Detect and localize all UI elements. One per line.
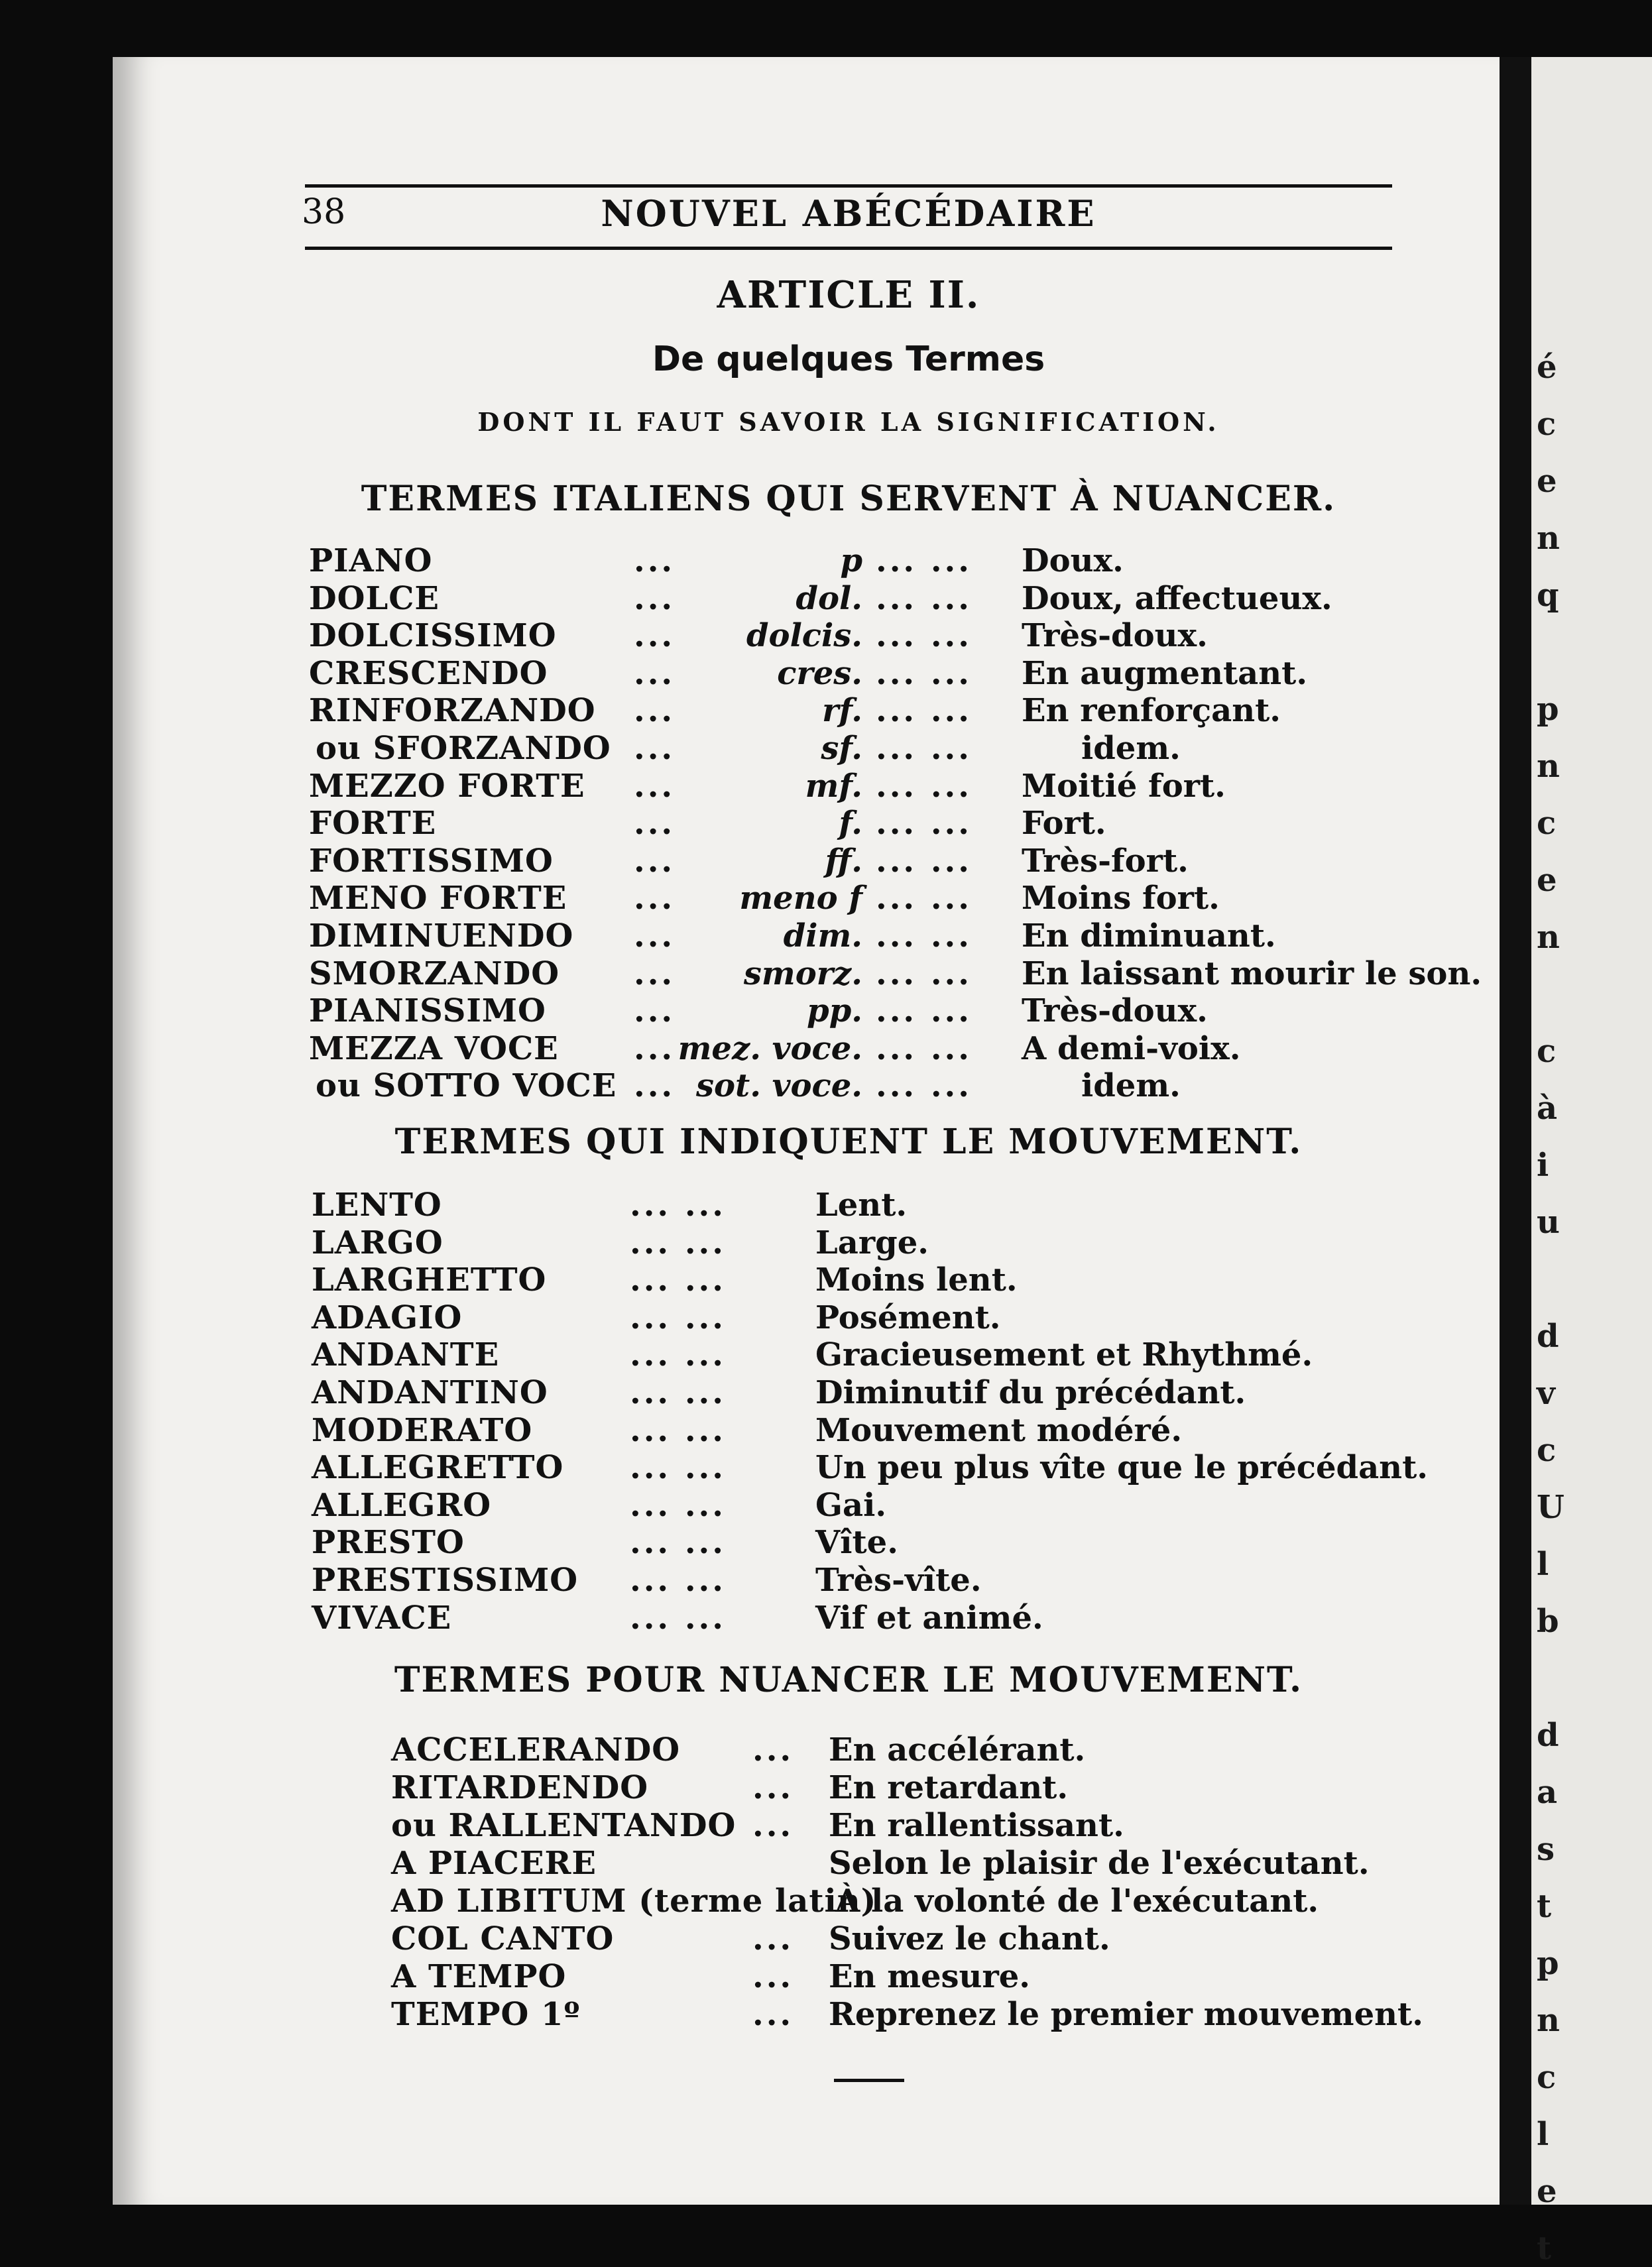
- leader-dots: ... ...: [630, 1261, 726, 1299]
- meaning-cell: idem.: [1081, 729, 1181, 767]
- facing-page-letter: u: [1537, 1204, 1560, 1241]
- term-cell: ALLEGRETTO: [312, 1449, 564, 1487]
- term-cell: DOLCISSIMO: [309, 617, 557, 655]
- table-row: [312, 1336, 1439, 1374]
- term-cell: A TEMPO: [391, 1958, 567, 1995]
- facing-page-letter: i: [1537, 1147, 1549, 1184]
- facing-page-letter: p: [1537, 1945, 1559, 1982]
- term-cell: LARGHETTO: [312, 1261, 547, 1299]
- leader-dots: ... ...: [630, 1486, 726, 1524]
- abbreviation-cell: p: [840, 542, 862, 579]
- meaning-cell: En laissant mourir le son.: [1022, 955, 1482, 992]
- term-cell: DIMINUENDO: [309, 917, 574, 955]
- table-row: [391, 1958, 1386, 1996]
- facing-page-letter: n: [1537, 520, 1560, 557]
- table-row: [391, 1807, 1386, 1845]
- table-row: [309, 955, 1482, 993]
- page-number: 38: [302, 192, 346, 232]
- meaning-cell: Très-doux.: [1022, 992, 1208, 1030]
- page-edge-shadow: [1500, 57, 1531, 2205]
- facing-page-letter: l: [1537, 2116, 1549, 2153]
- table-row: [309, 768, 1436, 805]
- term-cell: ADAGIO: [312, 1299, 463, 1336]
- term-cell: ANDANTE: [312, 1336, 500, 1374]
- leader-dots: ...: [634, 579, 676, 617]
- table-row: [309, 580, 1436, 618]
- abbreviation-cell: meno f: [739, 880, 862, 917]
- abbreviation-cell: mez. voce.: [678, 1029, 862, 1067]
- abbreviation-cell: dolcis.: [746, 617, 862, 655]
- facing-page-letter: d: [1537, 1717, 1559, 1754]
- meaning-cell: Vîte.: [815, 1524, 898, 1562]
- header-rule-bottom: [305, 247, 1392, 250]
- leader-dots: ... ...: [630, 1187, 726, 1224]
- meaning-cell: Reprenez le premier mouvement.: [829, 1996, 1423, 2033]
- table-row: [309, 692, 1436, 730]
- term-cell: FORTISSIMO: [309, 842, 554, 880]
- facing-page-letter: c: [1537, 406, 1557, 443]
- table-row: [309, 655, 1436, 693]
- table-row: [312, 1187, 1439, 1224]
- term-cell: ou SFORZANDO: [316, 729, 611, 767]
- facing-page-letter: c: [1537, 1432, 1557, 1469]
- table-row: [309, 805, 1436, 843]
- term-cell: LENTO: [312, 1187, 442, 1224]
- facing-page-letter: q: [1537, 577, 1559, 614]
- meaning-cell: Moitié fort.: [1022, 767, 1226, 805]
- leader-dots: ... ...: [876, 1029, 972, 1067]
- term-cell: CRESCENDO: [309, 654, 548, 692]
- meaning-cell: Fort.: [1022, 805, 1106, 843]
- meaning-cell: Vif et animé.: [815, 1599, 1043, 1637]
- table-row: [391, 1731, 1386, 1769]
- table-row: [391, 1996, 1423, 2034]
- facing-page-letter: n: [1537, 748, 1560, 785]
- meaning-cell: En retardant.: [829, 1769, 1069, 1806]
- meaning-cell: Selon le plaisir de l'exécutant.: [829, 1845, 1370, 1882]
- term-cell: MODERATO: [312, 1411, 533, 1449]
- facing-page-letter: t: [1537, 2230, 1552, 2267]
- leader-dots: ...: [634, 842, 676, 880]
- abbreviation-cell: ff.: [825, 842, 862, 880]
- table-row: [309, 843, 1436, 880]
- leader-dots: ...: [634, 1067, 676, 1105]
- term-cell: AD LIBITUM (terme latin): [391, 1883, 877, 1920]
- leader-dots: ... ...: [876, 955, 972, 992]
- meaning-cell: Large.: [815, 1224, 929, 1261]
- leader-dots: ... ...: [876, 767, 972, 805]
- table-row: [312, 1299, 1439, 1337]
- meaning-cell: Très-vîte.: [815, 1561, 982, 1599]
- facing-page-letter: é: [1537, 349, 1557, 386]
- leader-dots: ... ...: [876, 654, 972, 692]
- meaning-cell: En rallentissant.: [829, 1807, 1124, 1844]
- facing-page-letter: e: [1537, 463, 1557, 500]
- leader-dots: ...: [634, 654, 676, 692]
- facing-page-letter: c: [1537, 1033, 1557, 1070]
- meaning-cell: idem.: [1081, 1067, 1181, 1105]
- table-row: [312, 1599, 1439, 1637]
- header-rule-top: [305, 184, 1392, 188]
- facing-page-letter: à: [1537, 1090, 1558, 1127]
- meaning-cell: En mesure.: [829, 1958, 1030, 1995]
- abbreviation-cell: dol.: [796, 579, 862, 617]
- facing-page-letter: t: [1537, 1888, 1552, 1925]
- term-cell: SMORZANDO: [309, 955, 560, 992]
- term-cell: MEZZA VOCE: [309, 1029, 559, 1067]
- table-row: [312, 1487, 1439, 1525]
- section-heading-nuancer-mouvement: TERMES POUR NUANCER LE MOUVEMENT.: [394, 1660, 1303, 1700]
- section-heading-nuancer: TERMES ITALIENS QUI SERVENT À NUANCER.: [361, 479, 1336, 519]
- leader-dots: ...: [752, 1807, 794, 1844]
- meaning-cell: Moins fort.: [1022, 880, 1220, 917]
- table-row: [309, 880, 1436, 917]
- table-row: [309, 917, 1436, 955]
- abbreviation-cell: mf.: [805, 767, 862, 805]
- term-cell: RITARDENDO: [391, 1769, 649, 1806]
- leader-dots: ... ...: [630, 1299, 726, 1336]
- leader-dots: ...: [752, 1958, 794, 1995]
- term-cell: ACCELERANDO: [391, 1731, 681, 1769]
- leader-dots: ... ...: [876, 917, 972, 955]
- table-row: [391, 1920, 1386, 1958]
- meaning-cell: Gai.: [815, 1486, 887, 1524]
- term-cell: PIANISSIMO: [309, 992, 546, 1030]
- leader-dots: ... ...: [876, 617, 972, 655]
- table-row: [391, 1769, 1386, 1807]
- leader-dots: ... ...: [630, 1599, 726, 1637]
- facing-page-letter: d: [1537, 1318, 1559, 1355]
- abbreviation-cell: pp.: [807, 992, 862, 1030]
- meaning-cell: Lent.: [815, 1187, 908, 1224]
- abbreviation-cell: f.: [839, 805, 862, 843]
- leader-dots: ...: [634, 767, 676, 805]
- running-head: NOUVEL ABÉCÉDAIRE: [601, 192, 1096, 235]
- leader-dots: ... ...: [876, 579, 972, 617]
- term-cell: ou RALLENTANDO: [391, 1807, 737, 1844]
- terms-table-nuancer: [309, 542, 1482, 1105]
- leader-dots: ... ...: [630, 1561, 726, 1599]
- abbreviation-cell: smorz.: [743, 955, 862, 992]
- abbreviation-cell: sot. voce.: [695, 1067, 862, 1105]
- leader-dots: ... ...: [630, 1373, 726, 1411]
- leader-dots: ...: [634, 917, 676, 955]
- leader-dots: ... ...: [876, 805, 972, 843]
- term-cell: LARGO: [312, 1224, 443, 1261]
- abbreviation-cell: sf.: [821, 729, 862, 767]
- meaning-cell: À la volonté de l'exécutant.: [835, 1883, 1319, 1920]
- leader-dots: ...: [752, 1996, 794, 2033]
- leader-dots: ...: [634, 955, 676, 992]
- term-cell: ANDANTINO: [312, 1373, 548, 1411]
- facing-page-letter: n: [1537, 2002, 1560, 2039]
- meaning-cell: Diminutif du précédant.: [815, 1373, 1246, 1411]
- leader-dots: ...: [634, 692, 676, 730]
- meaning-cell: Posément.: [815, 1299, 1001, 1336]
- table-row: [309, 1067, 1436, 1105]
- term-cell: PRESTISSIMO: [312, 1561, 579, 1599]
- leader-dots: ... ...: [876, 880, 972, 917]
- facing-page-letter: U: [1537, 1489, 1564, 1526]
- facing-page-letter: s: [1537, 1831, 1555, 1868]
- term-cell: COL CANTO: [391, 1920, 615, 1957]
- leader-dots: ...: [634, 1029, 676, 1067]
- table-row: [312, 1562, 1439, 1599]
- table-row: [309, 542, 1436, 580]
- meaning-cell: Gracieusement et Rhythmé.: [815, 1336, 1313, 1374]
- meaning-cell: Doux, affectueux.: [1022, 579, 1332, 617]
- meaning-cell: A demi-voix.: [1022, 1029, 1241, 1067]
- meaning-cell: Suivez le chant.: [829, 1920, 1110, 1957]
- table-row: [312, 1224, 1439, 1262]
- table-row: [391, 1883, 1386, 1920]
- table-row: [309, 617, 1436, 655]
- table-row: [312, 1524, 1439, 1562]
- term-cell: RINFORZANDO: [309, 692, 596, 730]
- meaning-cell: En augmentant.: [1022, 654, 1308, 692]
- facing-page-letter: n: [1537, 919, 1560, 956]
- leader-dots: ...: [752, 1769, 794, 1806]
- terms-table-nuancer-mouvement: [391, 1731, 1423, 2034]
- meaning-cell: En accélérant.: [829, 1731, 1086, 1769]
- meaning-cell: Moins lent.: [815, 1261, 1018, 1299]
- table-row: [391, 1845, 1386, 1883]
- meaning-cell: Doux.: [1022, 542, 1124, 579]
- facing-page-letter: v: [1537, 1375, 1555, 1412]
- leader-dots: ... ...: [630, 1224, 726, 1261]
- facing-page-letter: b: [1537, 1603, 1559, 1640]
- facing-page-letter: c: [1537, 2059, 1557, 2096]
- leader-dots: ... ...: [876, 729, 972, 767]
- facing-page-letter: l: [1537, 1546, 1549, 1583]
- leader-dots: ... ...: [876, 842, 972, 880]
- leader-dots: ... ...: [630, 1336, 726, 1374]
- abbreviation-cell: cres.: [777, 654, 862, 692]
- table-row: [309, 1030, 1436, 1068]
- term-cell: PIANO: [309, 542, 433, 579]
- facing-page-fragment: [1531, 57, 1652, 2267]
- term-cell: ou SOTTO VOCE: [316, 1067, 617, 1105]
- leader-dots: ... ...: [876, 692, 972, 730]
- leader-dots: ... ...: [630, 1411, 726, 1449]
- term-cell: PRESTO: [312, 1524, 465, 1562]
- term-cell: A PIACERE: [391, 1845, 597, 1882]
- abbreviation-cell: dim.: [783, 917, 862, 955]
- leader-dots: ...: [634, 992, 676, 1030]
- subtitle: De quelques Termes: [652, 339, 1045, 379]
- meaning-cell: Mouvement modéré.: [815, 1411, 1183, 1449]
- meaning-cell: En diminuant.: [1022, 917, 1276, 955]
- meaning-cell: Très-fort.: [1022, 842, 1189, 880]
- leader-dots: ... ...: [876, 1067, 972, 1105]
- term-cell: MEZZO FORTE: [309, 767, 585, 805]
- term-cell: ALLEGRO: [312, 1486, 492, 1524]
- table-row: [309, 730, 1436, 768]
- leader-dots: ...: [634, 617, 676, 655]
- facing-page-letter: e: [1537, 2173, 1557, 2210]
- table-row: [312, 1374, 1439, 1412]
- leader-dots: ... ...: [630, 1524, 726, 1562]
- leader-dots: ...: [752, 1920, 794, 1957]
- facing-page-letter: a: [1537, 1774, 1558, 1811]
- table-row: [312, 1449, 1439, 1487]
- table-row: [312, 1412, 1439, 1450]
- article-title: ARTICLE II.: [717, 273, 980, 317]
- abbreviation-cell: rf.: [822, 692, 862, 730]
- term-cell: VIVACE: [312, 1599, 452, 1637]
- leader-dots: ...: [634, 542, 676, 579]
- meaning-cell: Très-doux.: [1022, 617, 1208, 655]
- leader-dots: ... ...: [630, 1449, 726, 1487]
- section-heading-mouvement: TERMES QUI INDIQUENT LE MOUVEMENT.: [394, 1122, 1303, 1162]
- leader-dots: ... ...: [876, 542, 972, 579]
- table-row: [309, 992, 1436, 1030]
- facing-page-letter: e: [1537, 862, 1557, 899]
- term-cell: MENO FORTE: [309, 880, 567, 917]
- leader-dots: ... ...: [876, 992, 972, 1030]
- subsubtitle: DONT IL FAUT SAVOIR LA SIGNIFICATION.: [477, 407, 1220, 437]
- leader-dots: ...: [634, 880, 676, 917]
- leader-dots: ...: [752, 1731, 794, 1769]
- terms-table-mouvement: [312, 1187, 1439, 1637]
- page-header: [302, 192, 1395, 239]
- term-cell: TEMPO 1º: [391, 1996, 581, 2033]
- facing-page-letter: p: [1537, 691, 1559, 728]
- leader-dots: ...: [634, 729, 676, 767]
- table-row: [312, 1261, 1439, 1299]
- term-cell: DOLCE: [309, 579, 440, 617]
- leader-dots: ...: [634, 805, 676, 843]
- meaning-cell: Un peu plus vîte que le précédant.: [815, 1449, 1428, 1487]
- end-rule: [834, 2079, 904, 2082]
- facing-page-letter: c: [1537, 805, 1557, 842]
- term-cell: FORTE: [309, 805, 437, 843]
- meaning-cell: En renforçant.: [1022, 692, 1281, 730]
